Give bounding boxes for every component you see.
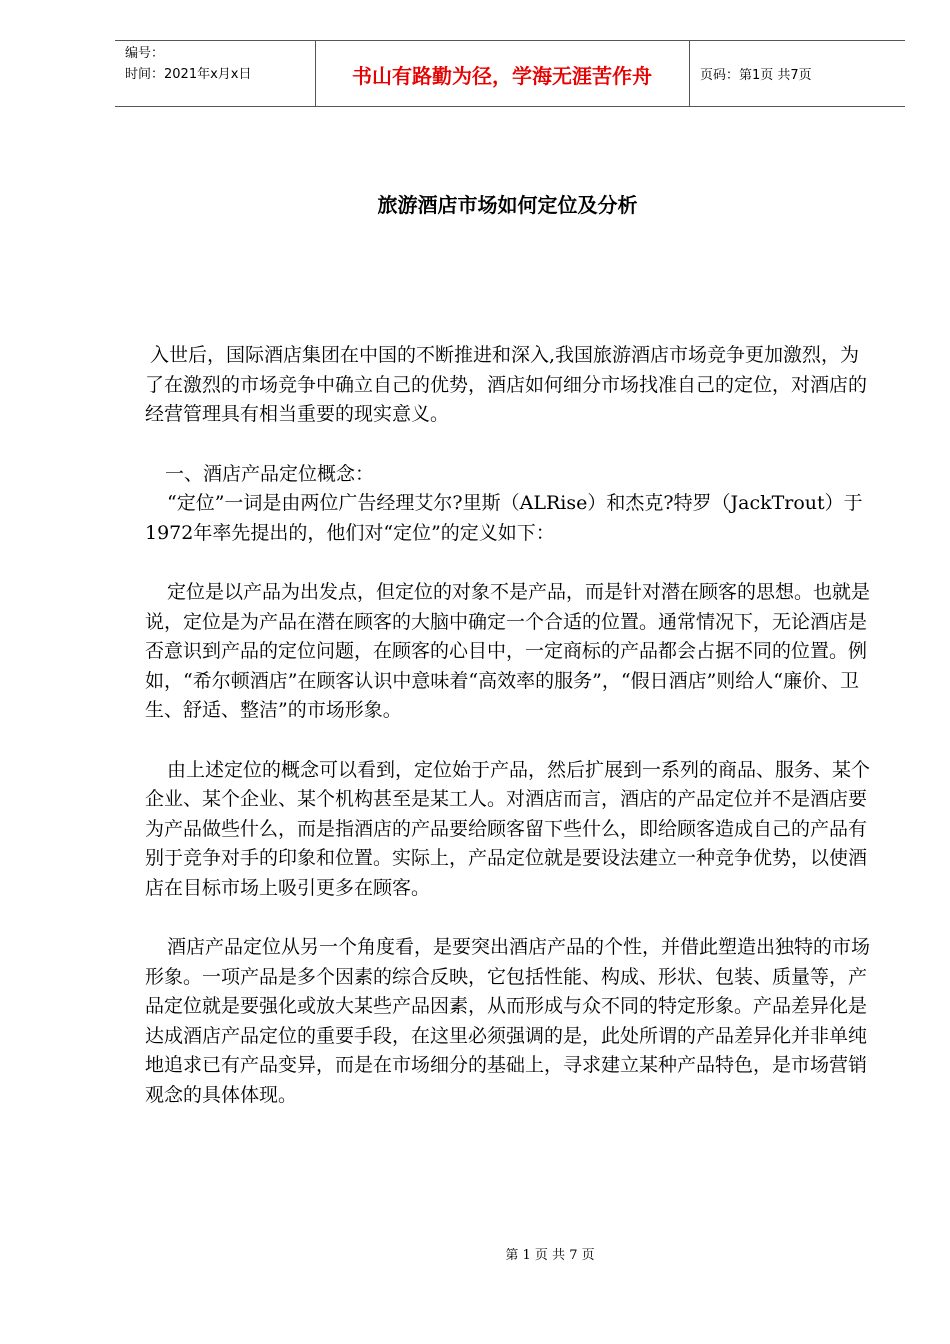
header-meta	[125, 43, 251, 85]
section-heading: 一、酒店产品定位概念：	[165, 462, 375, 485]
extension-paragraph: 由上述定位的概念可以看到，定位始于产品，然后扩展到一系列的商品、服务、某个企业、某个企业、某个机构甚至是某工人。对酒店而言，酒店的产品定位并不是酒店要为产品做些什么，而是指酒店的产品要给顾客留下些什么，即给顾客造成自己的产品有别于竞争对手的印象和位置。实际上，产品定位就是要设法建立一种竞争优势，以使酒店在目标市场上吸引更多在顾客。	[145, 758, 871, 899]
definition-paragraph: 定位是以产品为出发点，但定位的对象不是产品，而是针对潜在顾客的思想。也就是说，定位是为产品在潜在顾客的大脑中确定一个合适的位置。通常情况下，无论酒店是否意识到产品的定位问题，在顾客的心目中，一定商标的产品都会占据不同的位置。例如，“希尔顿酒店”在顾客认识中意味着“高效率的服务”，“假日酒店”则给人“廉价、卫生、舒适、整洁”的市场形象。	[145, 581, 871, 721]
header-divider	[689, 41, 690, 106]
header-page-info: 页码：第1页 共7页	[700, 68, 812, 83]
header-table	[115, 40, 905, 107]
definition-intro-paragraph: “定位”一词是由两位广告经理艾尔?里斯（ALRise）和杰克?特罗（JackTrout）于1972年率先提出的，他们对“定位”的定义如下：	[145, 492, 863, 544]
document-title: 旅游酒店市场如何定位及分析	[377, 193, 638, 217]
time-label: 时间：2021年x月x日	[125, 67, 252, 82]
header-motto: 书山有路勤为径，学海无涯苦作舟	[352, 64, 652, 88]
intro-paragraph: 入世后，国际酒店集团在中国的不断推进和深入,我国旅游酒店市场竞争更加激烈，为了在激烈的市场竞争中确立自己的优势，酒店如何细分市场找准自己的定位，对酒店的经营管理具有相当重要的现实意义。	[145, 344, 868, 425]
differentiation-paragraph: 酒店产品定位从另一个角度看，是要突出酒店产品的个性，并借此塑造出独特的市场形象。一项产品是多个因素的综合反映，它包括性能、构成、形状、包装、质量等，产品定位就是要强化或放大某些产品因素，从而形成与众不同的特定形象。产品差异化是达成酒店产品定位的重要手段，在这里必须强调的是，此处所谓的产品差异化并非单纯地追求已有产品变异，而是在市场细分的基础上，寻求建立某种产品特色，是市场营销观念的具体体现。	[145, 936, 871, 1106]
doc-number-label: 编号：	[125, 46, 165, 61]
page-footer: 第 1 页 共 7 页	[505, 1248, 595, 1263]
document-body	[145, 341, 875, 1110]
